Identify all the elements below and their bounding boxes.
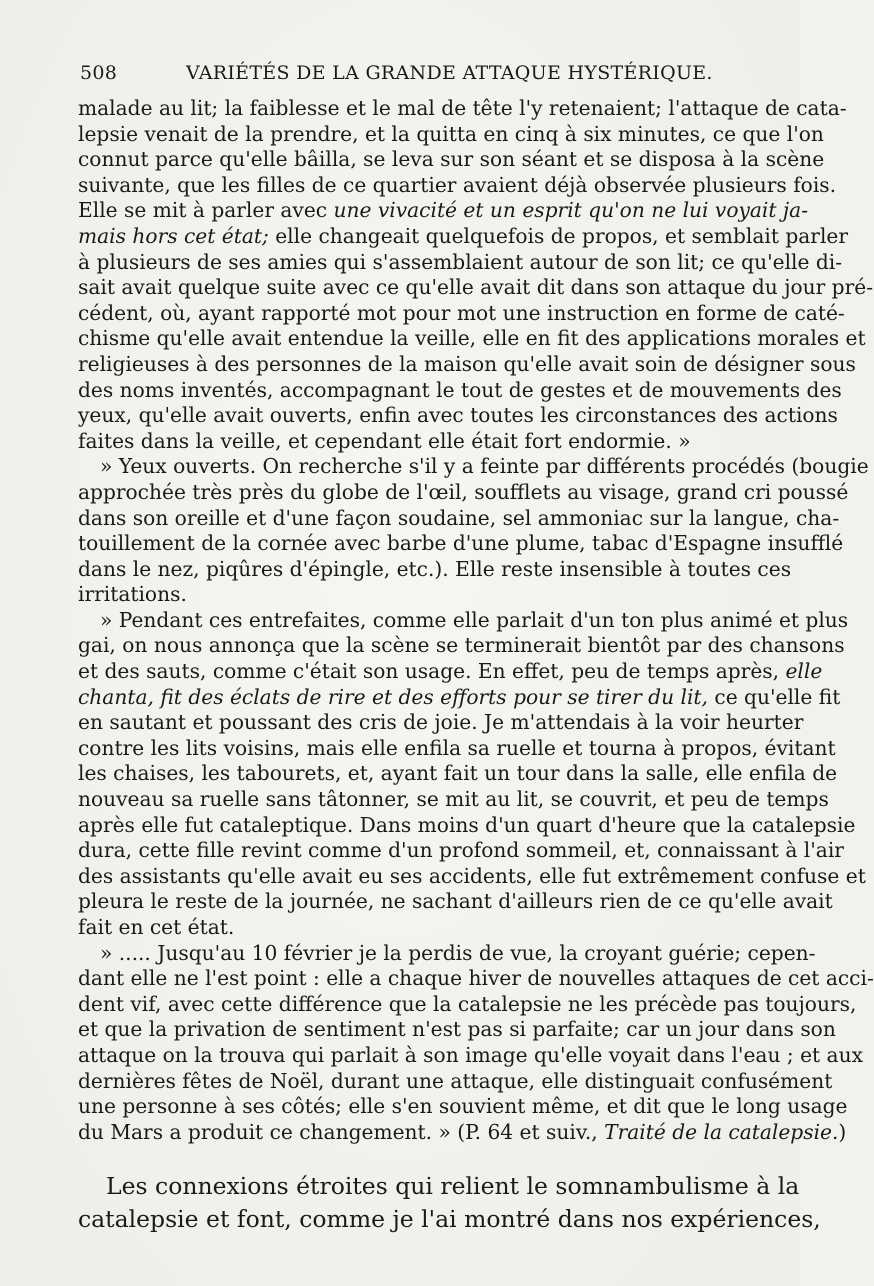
- text-line: chisme qu'elle avait entendue la veille, elle en fit des applications morales et: [78, 326, 866, 351]
- text-line: dant elle ne l'est point : elle a chaque hiver de nouvelles attaques de cet acci-: [78, 966, 874, 991]
- text-line: [78, 684, 841, 711]
- text-segment: et des sauts, comme c'était son usage. En effet, peu de temps après,: [78, 659, 786, 684]
- text-line: faites dans la veille, et cependant elle était fort endormie. »: [78, 428, 691, 453]
- text-line: dans le nez, piqûres d'épingle, etc.). Elle reste insensible à toutes ces: [78, 556, 792, 581]
- text-line: [78, 223, 849, 250]
- text-segment: ): [838, 1119, 847, 1144]
- text-segment: ce qu'elle fit: [707, 684, 841, 709]
- italic-segment: une vivacité et un esprit qu'on ne lui voyait ja-: [333, 198, 809, 223]
- italic-segment: elle: [785, 659, 823, 684]
- page-number: 508: [80, 62, 118, 84]
- text-line: Les connexions étroites qui relient le somnambulisme à la: [106, 1172, 800, 1200]
- text-line: des assistants qu'elle avait eu ses accidents, elle fut extrêmement confuse et: [78, 863, 866, 888]
- text-line: [78, 1119, 847, 1146]
- text-line: gai, on nous annonça que la scène se terminerait bientôt par des chansons: [78, 633, 845, 658]
- text-line: irritations.: [78, 582, 187, 607]
- text-line: » Yeux ouverts. On recherche s'il y a feinte par différents procédés (bougie: [100, 454, 869, 479]
- text-line: en sautant et poussant des cris de joie. Je m'attendais à la voir heurter: [78, 710, 804, 735]
- text-line: dent vif, avec cette différence que la catalepsie ne les précède pas toujours,: [78, 991, 857, 1016]
- text-line: religieuses à des personnes de la maison qu'elle avait soin de désigner sous: [78, 351, 856, 376]
- text-line: [78, 198, 809, 224]
- text-line: une personne à ses côtés; elle s'en souvient même, et dit que le long usage: [78, 1094, 848, 1119]
- text-line: fait en cet état.: [78, 915, 235, 939]
- text-line: yeux, qu'elle avait ouverts, enfin avec toutes les circonstances des actions: [78, 403, 838, 428]
- text-line: et que la privation de sentiment n'est pas si parfaite; car un jour dans son: [78, 1017, 836, 1042]
- italic-segment: Traité de la catalepsie.: [604, 1119, 839, 1144]
- text-line: les chaises, les tabourets, et, ayant fait un tour dans la salle, elle enfila de: [78, 761, 838, 786]
- page-header: [80, 62, 750, 92]
- text-line: touillement de la cornée avec barbe d'une plume, tabac d'Espagne insufflé: [78, 531, 844, 556]
- text-line: [78, 659, 823, 685]
- text-line: connut parce qu'elle bâilla, se leva sur son séant et se disposa à la scène: [78, 147, 825, 172]
- text-line: dans son oreille et d'une façon soudaine, sel ammoniac sur la langue, cha-: [78, 505, 840, 530]
- text-line: à plusieurs de ses amies qui s'assemblaient autour de son lit; ce qu'elle di-: [78, 249, 843, 274]
- text-segment: du Mars a produit ce changement. » (P. 64 et suiv.,: [78, 1119, 605, 1144]
- text-segment: Elle se mit à parler avec: [78, 198, 334, 223]
- text-line: pleura le reste de la journée, ne sachant d'ailleurs rien de ce qu'elle avait: [78, 889, 833, 914]
- text-line: lepsie venait de la prendre, et la quitta en cinq à six minutes, ce que l'on: [78, 121, 824, 146]
- text-line: des noms inventés, accompagnant le tout de gestes et de mouvements des: [78, 377, 842, 402]
- quoted-passage: [78, 96, 874, 1145]
- text-line: dernières fêtes de Noël, durant une attaque, elle distinguait confusément: [78, 1068, 833, 1093]
- text-line: » ..... Jusqu'au 10 février je la perdis de vue, la croyant guérie; cepen-: [100, 940, 816, 965]
- text-segment: elle changeait quelquefois de propos, et semblait parler: [268, 223, 849, 248]
- text-line: approchée très près du globe de l'œil, soufflets au visage, grand cri poussé: [78, 479, 849, 504]
- text-line: suivante, que les filles de ce quartier avaient déjà observée plusieurs fois.: [78, 172, 837, 197]
- italic-segment: chanta, fit des éclats de rire et des efforts pour se tirer du lit,: [78, 684, 708, 709]
- text-line: » Pendant ces entrefaites, comme elle parlait d'un ton plus animé et plus: [100, 607, 849, 632]
- text-line: nouveau sa ruelle sans tâtonner, se mit au lit, se couvrit, et peu de temps: [78, 787, 829, 812]
- running-title: VARIÉTÉS DE LA GRANDE ATTAQUE HYSTÉRIQUE.: [186, 62, 713, 84]
- main-text: [78, 1170, 821, 1236]
- text-line: contre les lits voisins, mais elle enfila sa ruelle et tourna à propos, évitant: [78, 735, 836, 760]
- text-line: catalepsie et font, comme je l'ai montré dans nos expériences,: [78, 1205, 821, 1233]
- italic-segment: mais hors cet état;: [78, 223, 269, 248]
- text-line: sait avait quelque suite avec ce qu'elle avait dit dans son attaque du jour pré-: [78, 275, 874, 300]
- text-line: dura, cette fille revint comme d'un profond sommeil, et, connaissant à l'air: [78, 838, 844, 863]
- text-line: cédent, où, ayant rapporté mot pour mot une instruction en forme de caté-: [78, 300, 845, 325]
- text-line: attaque on la trouva qui parlait à son image qu'elle voyait dans l'eau ; et aux: [78, 1042, 863, 1067]
- text-line: après elle fut cataleptique. Dans moins d'un quart d'heure que la catalepsie: [78, 812, 856, 837]
- text-line: malade au lit; la faiblesse et le mal de tête l'y retenaient; l'attaque de cata-: [78, 96, 847, 120]
